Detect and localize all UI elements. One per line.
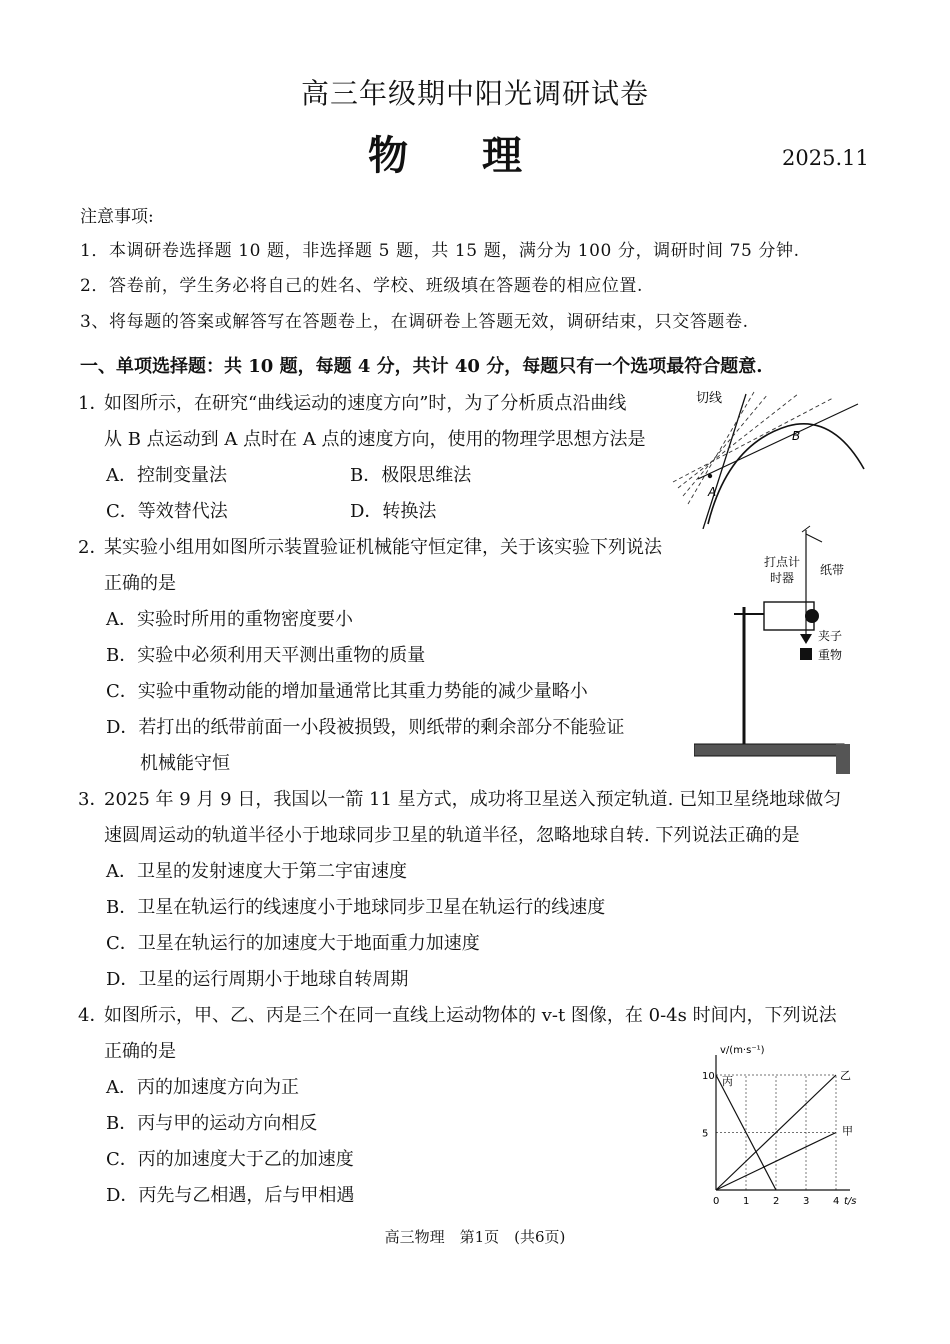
series-label: 甲 (842, 1124, 853, 1138)
notes-heading: 注意事项: (80, 207, 154, 227)
y-axis-label: v/(m·s⁻¹) (720, 1045, 765, 1056)
series-label: 乙 (840, 1069, 851, 1082)
option-a: A．卫星的发射速度大于第二宇宙速度 (106, 861, 407, 882)
question-number: 1． (78, 393, 108, 414)
apparatus-figure (694, 522, 874, 778)
question-number: 2． (78, 537, 108, 558)
option-b: B．实验中必须利用天平测出重物的质量 (106, 645, 426, 666)
point-a-label: A (708, 485, 717, 499)
base-plate (694, 744, 844, 756)
question-number: 3． (78, 789, 108, 810)
option-a: A．实验时所用的重物密度要小 (106, 609, 353, 630)
x-tick-label: 2 (773, 1196, 780, 1207)
weight-label: 重物 (818, 648, 843, 662)
point-a-dot (708, 474, 712, 478)
option-d: D．丙先与乙相遇，后与甲相遇 (106, 1185, 355, 1206)
option-c: C．丙的加速度大于乙的加速度 (106, 1149, 354, 1170)
page-footer: 高三物理 第1页 (共6页) (384, 1228, 566, 1246)
point-b-label: B (792, 429, 801, 443)
timer-label: 时器 (770, 571, 795, 585)
secant-line (673, 398, 833, 482)
question-stem: 正确的是 (104, 1041, 176, 1062)
tangent-line (703, 394, 746, 529)
hand (802, 526, 822, 542)
option-c: C．实验中重物动能的增加量通常比其重力势能的减少量略小 (106, 681, 588, 702)
option-c: C．等效替代法 (106, 501, 228, 522)
x-axis-label: t/s (844, 1196, 857, 1207)
vt-chart (694, 1040, 878, 1210)
exam-title: 高三年级期中阳光调研试卷 (300, 77, 649, 110)
question-number: 4． (78, 1005, 108, 1026)
table-edge (836, 744, 850, 774)
tangent-figure (668, 384, 868, 529)
x-tick-label: 3 (803, 1196, 810, 1207)
option-d: D．转换法 (350, 501, 437, 522)
exam-date: 2025.11 (782, 146, 869, 170)
subject-title: 物 理 (368, 132, 552, 179)
question-stem: 正确的是 (104, 573, 176, 594)
option-b: B．卫星在轨运行的线速度小于地球同步卫星在轨运行的线速度 (106, 897, 606, 918)
y-tick-label: 10 (702, 1071, 715, 1082)
clip (800, 634, 812, 644)
note-item: 3、将每题的答案或解答写在答题卷上，在调研卷上答题无效，调研结束，只交答题卷. (80, 312, 749, 332)
timer-knob (805, 609, 819, 623)
option-a: A．控制变量法 (106, 465, 227, 486)
secant-line (698, 404, 858, 479)
option-d-continued: 机械能守恒 (140, 753, 230, 774)
option-d: D．卫星的运行周期小于地球自转周期 (106, 969, 409, 990)
series-label: 丙 (722, 1075, 733, 1088)
option-d: D．若打出的纸带前面一小段被损毁，则纸带的剩余部分不能验证 (106, 717, 625, 738)
question-stem: 速圆周运动的轨道半径小于地球同步卫星的轨道半径，忽略地球自转. 下列说法正确的是 (104, 825, 800, 846)
tape-label: 纸带 (820, 563, 845, 577)
question-3 (78, 782, 878, 1002)
note-item: 2．答卷前，学生务必将自己的姓名、学校、班级填在答题卷的相应位置. (80, 276, 644, 296)
timer-label: 打点计 (764, 555, 801, 569)
option-b: B．丙与甲的运动方向相反 (106, 1113, 318, 1134)
x-tick-label: 0 (713, 1196, 720, 1207)
option-a: A．丙的加速度方向为正 (106, 1077, 299, 1098)
y-tick-label: 5 (702, 1128, 709, 1140)
tangent-label: 切线 (696, 391, 723, 406)
option-b: B．极限思维法 (350, 465, 472, 486)
secant-line (683, 394, 768, 496)
question-2 (78, 530, 718, 780)
question-stem: 如图所示，甲、乙、丙是三个在同一直线上运动物体的 v-t 图像，在 0-4s 时间内，下列说法 (104, 1005, 837, 1026)
question-stem: 如图所示，在研究“曲线运动的速度方向”时，为了分析质点沿曲线 (104, 393, 627, 414)
note-item: 1．本调研卷选择题 10 题，非选择题 5 题，共 15 题，满分为 100 分，调研时间 75 分钟. (80, 241, 800, 261)
section-heading: 一、单项选择题：共 10 题，每题 4 分，共计 40 分，每题只有一个选项最符合题意. (80, 356, 763, 377)
question-stem: 某实验小组用如图所示装置验证机械能守恒定律，关于该实验下列说法 (104, 537, 662, 558)
clip-label: 夹子 (818, 629, 843, 643)
weight (800, 648, 812, 660)
question-stem: 从 B 点运动到 A 点时在 A 点的速度方向，使用的物理学思想方法是 (104, 429, 646, 450)
option-c: C．卫星在轨运行的加速度大于地面重力加速度 (106, 933, 480, 954)
question-stem: 2025 年 9 月 9 日，我国以一箭 11 星方式，成功将卫星送入预定轨道. 已知卫星绕地球做匀 (104, 789, 842, 810)
question-1 (78, 386, 678, 536)
x-tick-label: 4 (833, 1196, 840, 1207)
x-tick-label: 1 (743, 1196, 750, 1207)
